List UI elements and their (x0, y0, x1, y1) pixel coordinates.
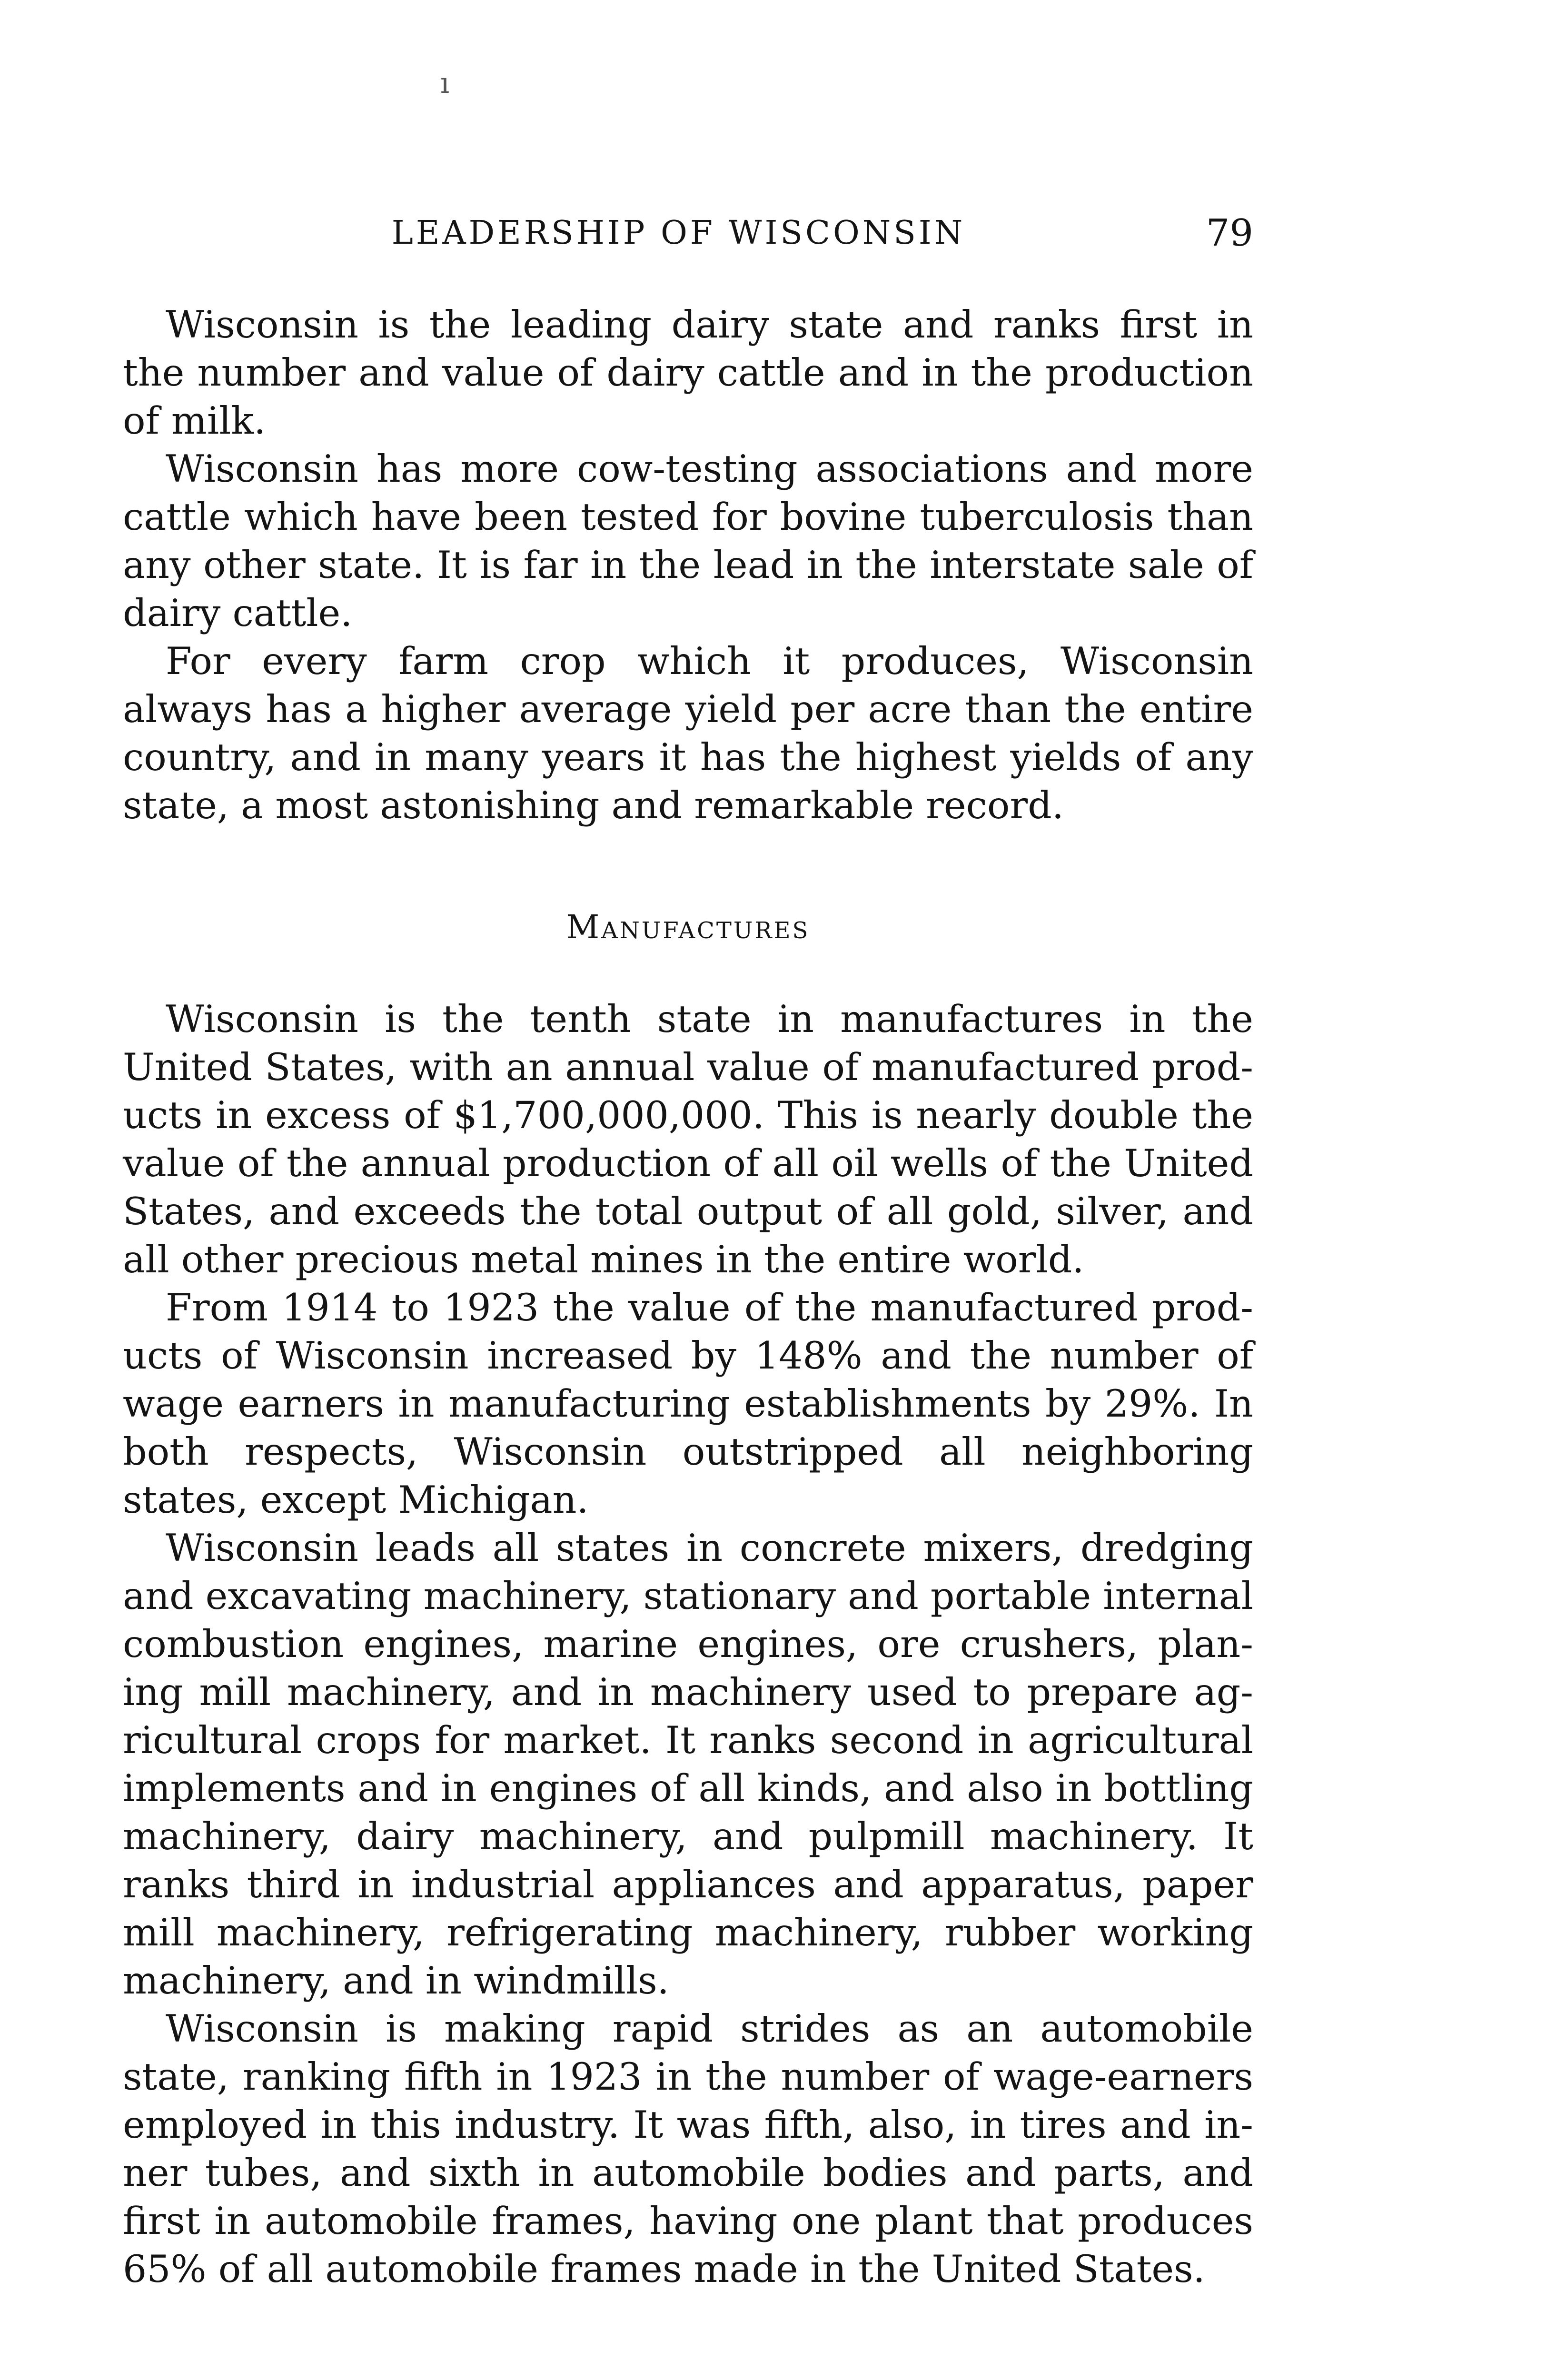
paragraph-1914-1923: From 1914 to 1923 the value of the manufactured products of Wisconsin increased by 148% and the number of wage earners in manufacturing establishments by 29%. In both respects, Wisconsin outstripped all neighboring states, except Michigan. (123, 1286, 1253, 1522)
section-heading-manufactures: Manufactures (566, 909, 810, 946)
print-speck: ı (440, 67, 450, 100)
paragraph-machinery: Wisconsin leads all states in concrete mixers, dredging and excavating machinery, stationary and portable internal combustion engines, marine engines, ore crushers, planing mill machinery, and in machinery used to prepare agricultural crops for market. It ranks second in agricultural implements and in engines of all kinds, and also in bottling machinery, dairy machinery, and pulpmill machinery. It ranks third in industrial appliances and apparatus, paper mill machinery, refrigerating machinery, rubber working machinery, and in windmills. (123, 1526, 1253, 2003)
body-text (123, 301, 1253, 2293)
paragraph-tenth-state: Wisconsin is the tenth state in manufactures in the United States, with an annual value of manufactured products in excess of $1,700,000,000. This is nearly double the value of the annual production of all oil wells of the United States, and exceeds the total output of all gold, silver, and all other precious metal mines in the entire world. (123, 997, 1253, 1281)
running-head: LEADERSHIP OF WISCONSIN (391, 214, 966, 252)
paragraph-crop-yields: For every farm crop which it produces, Wisconsin always has a higher average yield per acre than the entire country, and in many years it has the highest yields of any state, a most astonishing and remarkable record. (123, 639, 1253, 827)
paragraph-dairy-leading: Wisconsin is the leading dairy state and ranks first in the number and value of dairy cattle and in the production of milk. (123, 303, 1253, 443)
paragraph-cow-testing: Wisconsin has more cow-testing associations and more cattle which have been tested for bovine tuberculosis than any other state. It is far in the lead in the interstate sale of dairy cattle. (123, 447, 1253, 635)
page-number: 79 (1206, 212, 1253, 255)
paragraph-automobile: Wisconsin is making rapid strides as an automobile state, ranking fifth in 1923 in the number of wage-earners employed in this industry. It was fifth, also, in tires and inner tubes, and sixth in automobile bodies and parts, and first in automobile frames, having one plant that produces 65% of all automobile frames made in the United States. (123, 2007, 1253, 2291)
page-header (123, 209, 1253, 262)
